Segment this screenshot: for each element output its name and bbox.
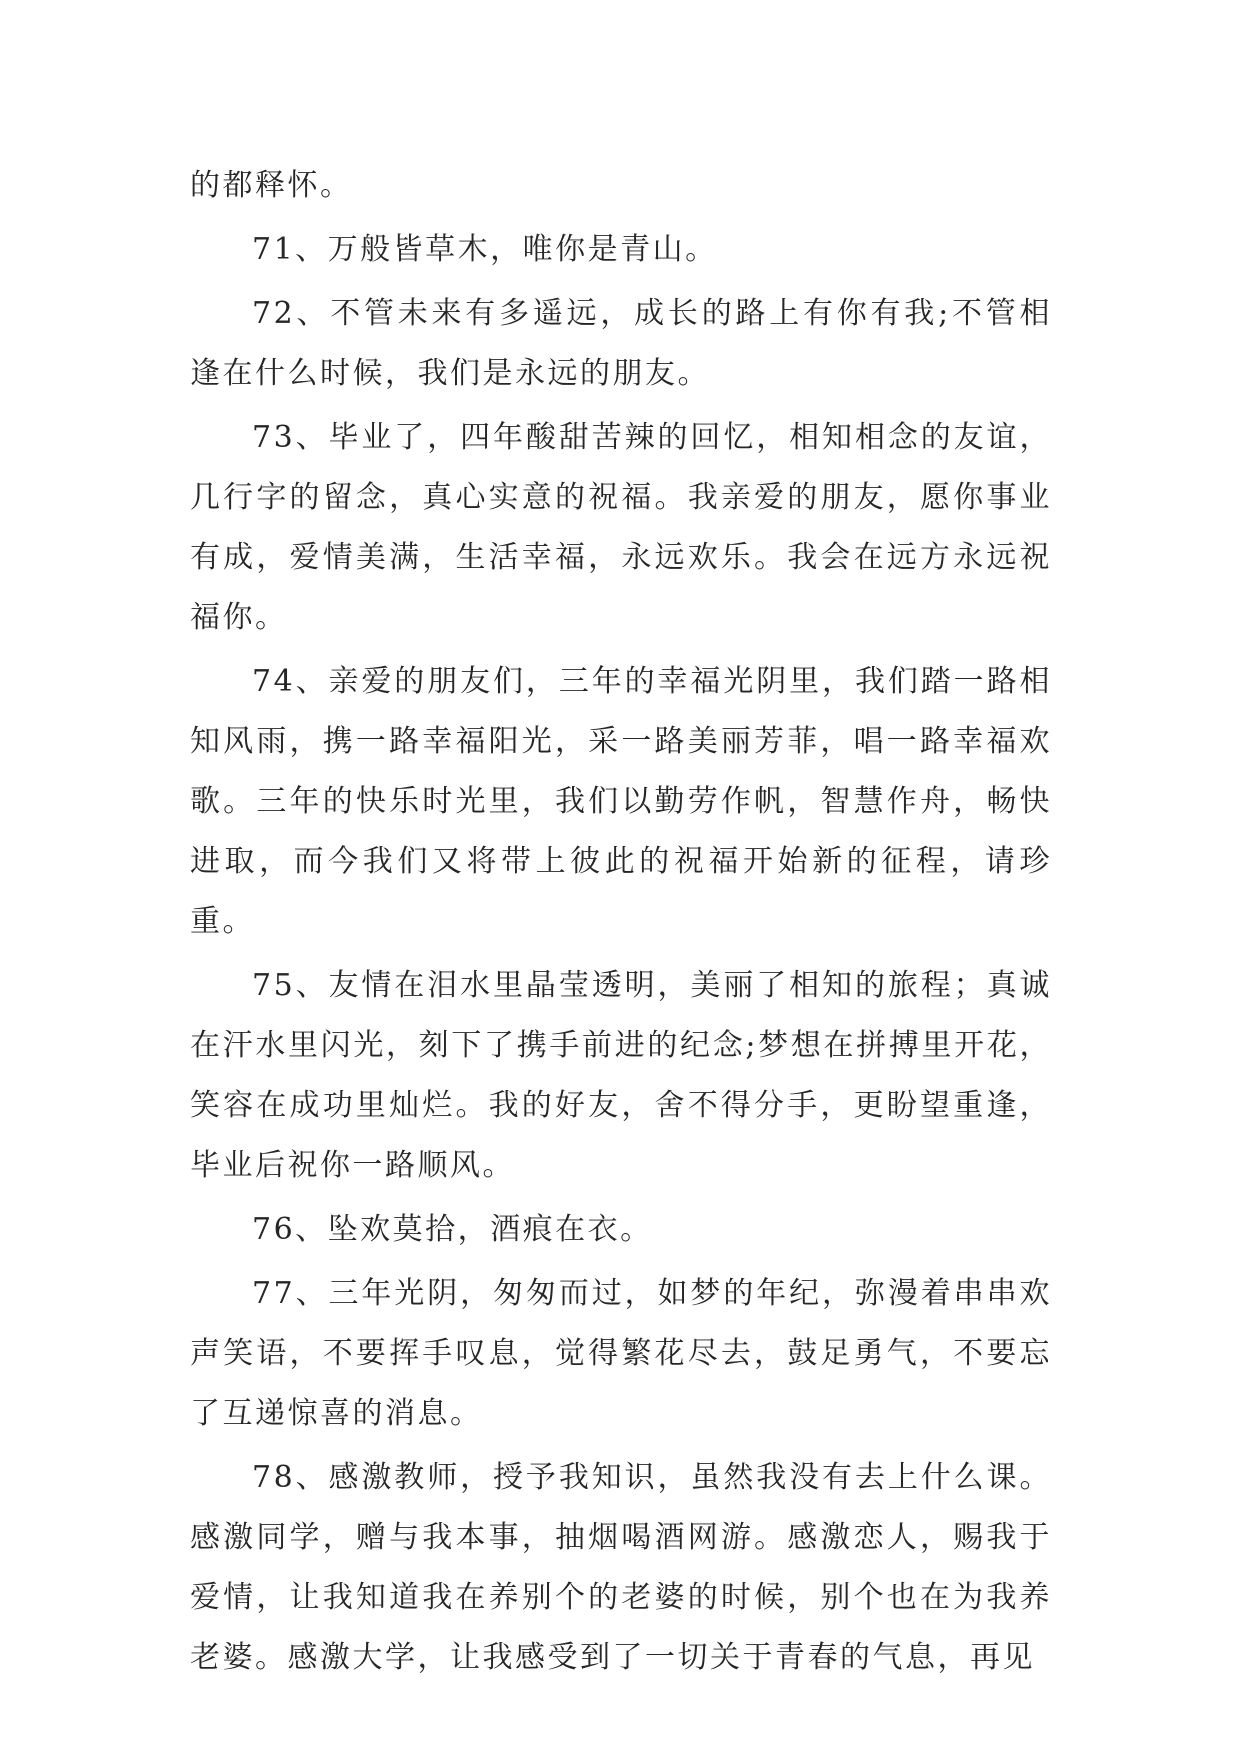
paragraph-71: 71、万般皆草木，唯你是青山。	[252, 232, 718, 267]
document-body	[190, 156, 1052, 1692]
paragraph-74: 74、亲爱的朋友们，三年的幸福光阴里，我们踏一路相知风雨，携一路幸福阳光，采一路美丽芳菲，唱一路幸福欢歌。三年的快乐时光里，我们以勤劳作帆，智慧作舟，畅快进取，而今我们又将带上彼此的祝福开始新的征程，请珍重。	[190, 664, 1052, 939]
paragraph-77: 77、三年光阴，匆匆而过，如梦的年纪，弥漫着串串欢声笑语，不要挥手叹息，觉得繁花尽去，鼓足勇气，不要忘了互递惊喜的消息。	[190, 1276, 1052, 1431]
paragraph-75: 75、友情在泪水里晶莹透明，美丽了相知的旅程；真诚在汗水里闪光，刻下了携手前进的纪念;梦想在拼搏里开花，笑容在成功里灿烂。我的好友，舍不得分手，更盼望重逢，毕业后祝你一路顺风。	[190, 968, 1052, 1183]
paragraph-continuation: 的都释怀。	[190, 168, 353, 203]
paragraph-78: 78、感激教师，授予我知识，虽然我没有去上什么课。感激同学，赠与我本事，抽烟喝酒网游。感激恋人，赐我于爱情，让我知道我在养别个的老婆的时候，别个也在为我养老婆。感激大学，让我感受到了一切关于青春的气息，再见	[190, 1460, 1052, 1675]
paragraph-73: 73、毕业了，四年酸甜苦辣的回忆，相知相念的友谊，几行字的留念，真心实意的祝福。我亲爱的朋友，愿你事业有成，爱情美满，生活幸福，永远欢乐。我会在远方永远祝福你。	[190, 420, 1052, 635]
paragraph-72: 72、不管未来有多遥远，成长的路上有你有我;不管相逢在什么时候，我们是永远的朋友。	[190, 296, 1052, 391]
paragraph-76: 76、坠欢莫拾，酒痕在衣。	[252, 1212, 653, 1247]
